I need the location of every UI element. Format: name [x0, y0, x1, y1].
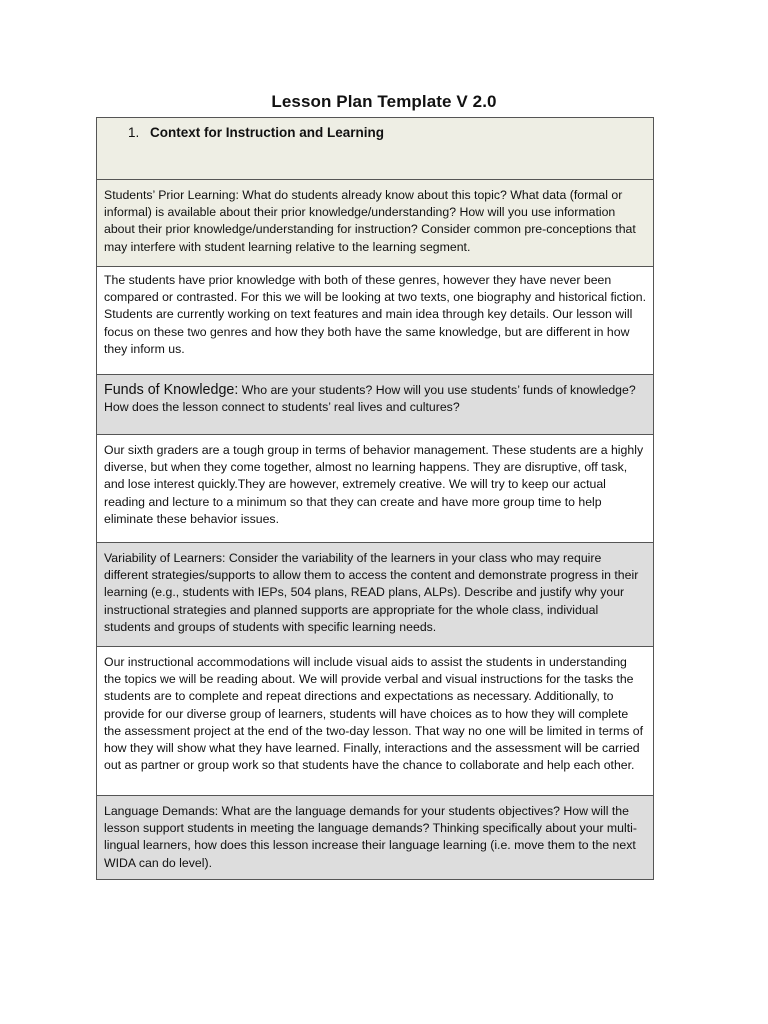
funds-of-knowledge-prompt: Who are your students? How will you use students’ funds of knowledge? How does the lesson connect to students’ real lives and cultures?	[104, 383, 636, 415]
prior-learning-prompt-row	[97, 180, 654, 267]
funds-of-knowledge-label: Funds of Knowledge:	[104, 382, 239, 398]
variability-prompt-row	[97, 543, 654, 647]
variability-answer-row	[97, 647, 654, 796]
section-heading	[128, 124, 647, 141]
variability-prompt: Variability of Learners: Consider the variability of the learners in your class who may require different strategies/supports to allow them to access the content and demonstrate progress in their learning (e.g., students with IEPs, 504 plans, READ plans, ALPs). Describe and justify why your instructional strategies and planned supports are appropriate for the whole class, individual students and groups of students with specific learning needs.	[97, 543, 654, 647]
prior-learning-prompt: Students’ Prior Learning: What do students already know about this topic? What data (formal or informal) is available about their prior knowledge/understanding? How will you use information about their prior knowledge/understanding for instruction? Consider common pre-conceptions that may interfere with student learning relative to the learning segment.	[97, 180, 654, 267]
funds-of-knowledge-answer: Our sixth graders are a tough group in terms of behavior management. These students are a highly diverse, but when they come together, almost no learning happens. They are disruptive, off task, and lose interest quickly.They are however, extremely creative. We will try to keep our actual reading and lecture to a minimum so that they can create and have more group time to help eliminate these behavior issues.	[97, 435, 654, 543]
funds-of-knowledge-prompt-row	[97, 375, 654, 435]
section-number: 1.	[128, 125, 140, 140]
funds-of-knowledge-answer-row	[97, 435, 654, 543]
document-title: Lesson Plan Template V 2.0	[271, 92, 497, 111]
section-header-cell	[97, 118, 654, 180]
lesson-plan-table	[96, 117, 654, 880]
language-demands-prompt: Language Demands: What are the language demands for your students objectives? How will the lesson support students in meeting the language demands? Thinking specifically about your multi-lingual learners, how does this lesson increase their language learning (i.e. move them to the next WIDA can do level).	[97, 796, 654, 880]
prior-learning-answer-row	[97, 267, 654, 375]
section-heading-text: Context for Instruction and Learning	[150, 125, 385, 140]
section-header-row	[97, 118, 654, 180]
variability-answer: Our instructional accommodations will include visual aids to assist the students in understanding the topics we will be reading about. We will provide verbal and visual instructions for the tasks the students are to complete and repeat directions and expectations as necessary. Additionally, to provide for our diverse group of learners, students will have choices as to how they will complete the assessment project at the end of the two-day lesson. That way no one will be limited in terms of how they will show what they have learned. Finally, interactions and the assessment will be carried out as partner or group work so that students have the chance to collaborate and help each other.	[97, 647, 654, 796]
language-demands-prompt-row	[97, 796, 654, 880]
funds-of-knowledge-prompt-cell	[97, 375, 654, 435]
prior-learning-answer: The students have prior knowledge with both of these genres, however they have never been compared or contrasted. For this we will be looking at two texts, one biography and historical fiction. Students are currently working on text features and main idea through key details. Our lesson will focus on these two genres and how they both have the same knowledge, but are different in how they inform us.	[97, 267, 654, 375]
